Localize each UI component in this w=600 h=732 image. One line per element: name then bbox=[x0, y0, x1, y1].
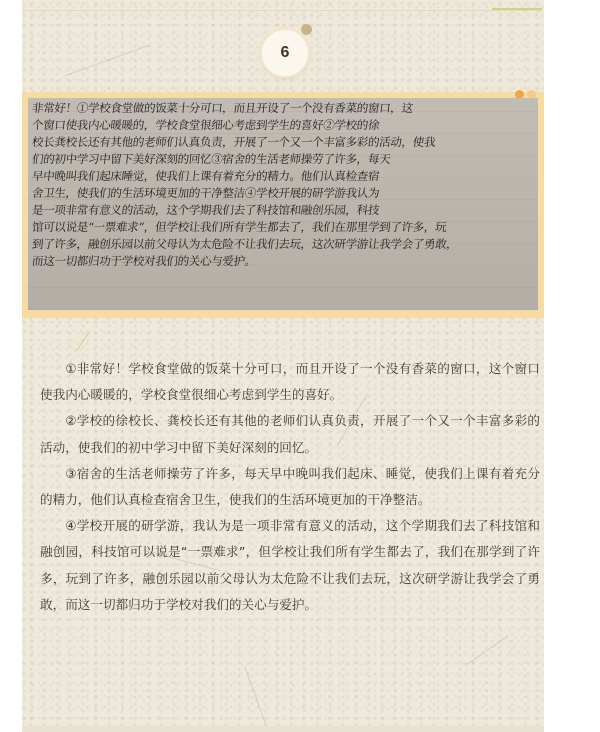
handwritten-line: 校长龚校长还有其他的老师们认真负责，开展了一个又一个丰富多彩的活动，使我 bbox=[31, 135, 436, 149]
article-body bbox=[40, 356, 540, 618]
handwritten-line: 个窗口使我内心暖暖的，学校食堂很细心考虑到学生的喜好②学校的徐 bbox=[31, 118, 380, 132]
handwritten-line: 舍卫生，使我们的生活环境更加的干净整洁④学校开展的研学游我认为 bbox=[31, 186, 380, 200]
page-number: 6 bbox=[260, 28, 310, 78]
top-divider bbox=[22, 10, 542, 11]
handwritten-line: 是一项非常有意义的活动，这个学期我们去了科技馆和融创乐园，科技 bbox=[31, 203, 380, 217]
handwritten-line: 们的初中学习中留下美好深刻的回忆③宿舍的生活老师操劳了许多，每天 bbox=[31, 152, 392, 166]
handwritten-line: 而这一切都归功于学校对我们的关心与爱护。 bbox=[31, 254, 257, 268]
top-accent-line bbox=[492, 8, 542, 10]
decorative-stroke bbox=[75, 332, 90, 352]
paragraph-1: ①非常好！学校食堂做的饭菜十分可口，而且开设了一个没有香菜的窗口，这个窗口使我内心暖暖的，学校食堂很细心考虑到学生的喜好。 bbox=[40, 361, 540, 403]
handwritten-line: 馆可以说是“一票难求”，但学校让我们所有学生都去了，我们在那里学到了许多，玩 bbox=[31, 220, 448, 234]
bottom-border bbox=[22, 726, 544, 732]
paragraph-2: ②学校的徐校长、龚校长还有其他的老师们认真负责，开展了一个又一个丰富多彩的活动，使我们的初中学习中留下美好深刻的回忆。 bbox=[40, 413, 540, 455]
handwritten-line: 非常好！①学校食堂做的饭菜十分可口，而且开设了一个没有香菜的窗口，这 bbox=[31, 101, 414, 115]
page-number-badge bbox=[260, 28, 310, 78]
paper-background bbox=[22, 0, 544, 732]
paragraph-4: ④学校开展的研学游，我认为是一项非常有意义的活动，这个学期我们去了科技馆和融创园，科技馆可以说是“一票难求”，但学校让我们所有学生都去了，我们在那学到了许多，玩到了许多，融创乐园以前父母认为太危险不让我们去玩，这次研学游让我学会了勇敢，而这一切都归功于学校对我们的关心与爱护。 bbox=[40, 518, 540, 612]
paragraph-3: ③宿舍的生活老师操劳了许多，每天早中晚叫我们起床、睡觉，使我们上课有着充分的精力，他们认真检查宿舍卫生，使我们的生活环境更加的干净整洁。 bbox=[40, 465, 540, 508]
handwritten-photo bbox=[28, 98, 538, 310]
badge-dot bbox=[301, 24, 312, 35]
handwritten-line: 到了许多，融创乐园以前父母认为太危险不让我们去玩，这次研学游让我学会了勇敢， bbox=[31, 237, 459, 251]
photo-frame bbox=[22, 92, 544, 318]
handwritten-line: 早中晚叫我们起床睡觉，使我们上课有着充分的精力。他们认真检查宿 bbox=[31, 169, 380, 183]
